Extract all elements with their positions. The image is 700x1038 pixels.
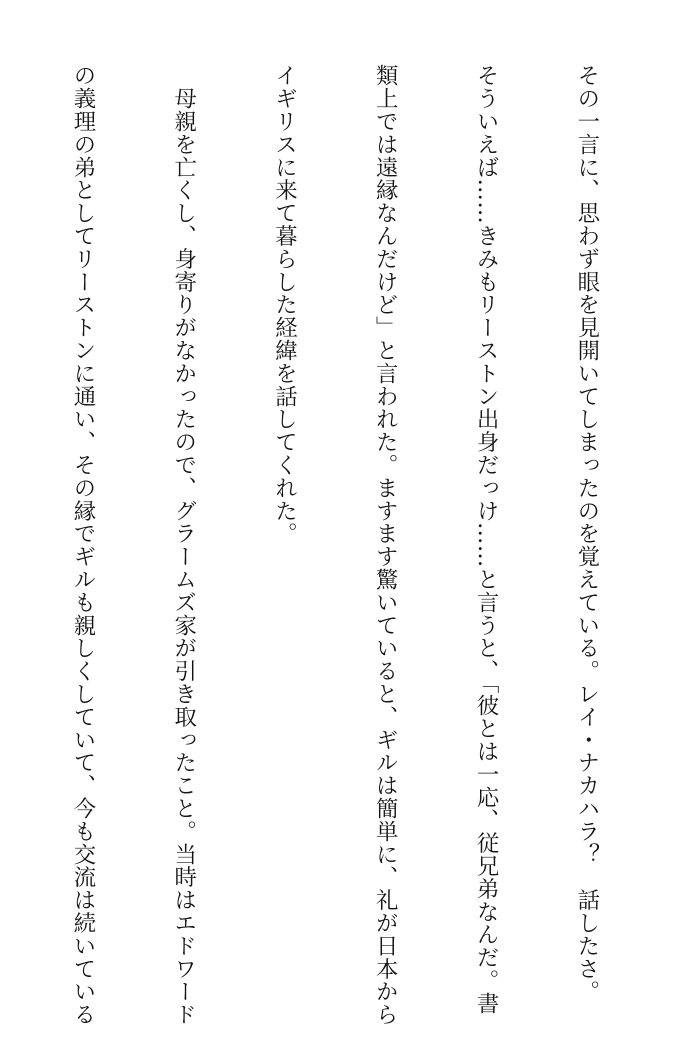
- vertical-text-body: [0, 64, 670, 1026]
- text-line: 母親を亡くし、身寄りがなかったので、グラームズ家が引き取ったこと。当時はエドワード: [170, 64, 197, 1026]
- text-line: その一言に、思わず眼を見開いてしまったのを覚えている。レイ・ナカハラ？ 話したさ。: [573, 64, 600, 1003]
- text-line: イギリスに来て暮らした経緯を話してくれた。: [271, 64, 298, 545]
- text-line: そういえば……きみもリーストン出身だっけ……と言うと、「彼とは一応、従兄弟なんだ。書: [473, 64, 500, 1015]
- text-line: の義理の弟としてリーストンに通い、その縁でギルも親しくしていて、今も交流は続いている: [69, 64, 96, 1026]
- text-line: 類上では遠縁なんだけど」と言われた。ますます驚いていると、ギルは簡単に、礼が日本から: [372, 64, 399, 1026]
